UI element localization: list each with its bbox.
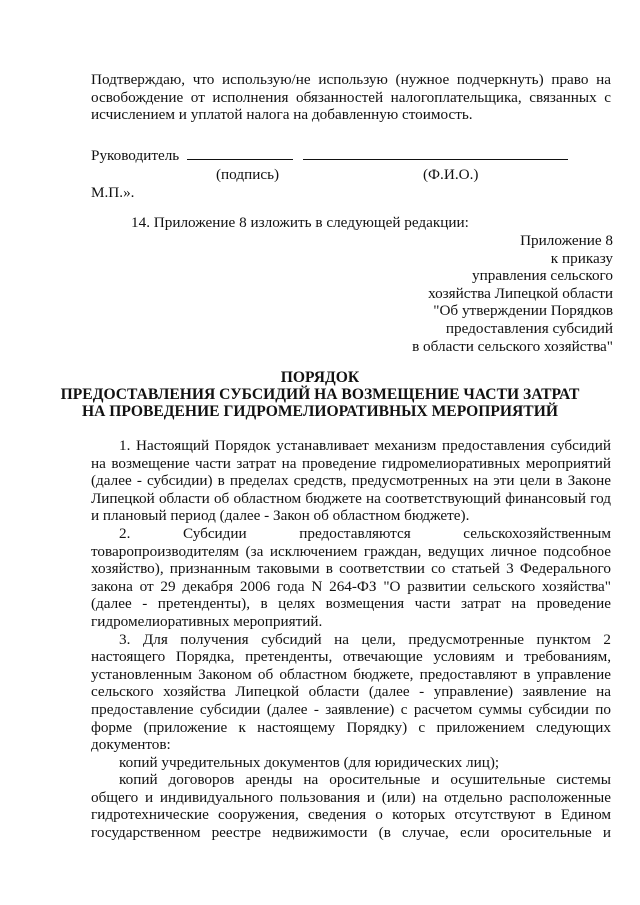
text-line: исчислением и уплатой налога на добавленную стоимость. bbox=[91, 106, 473, 124]
text-line: Липецкой области об областном бюджете на соответствующий финансовый год bbox=[91, 489, 611, 507]
text-line: 1. Настоящий Порядок устанавливает механизм предоставления субсидий bbox=[119, 437, 611, 454]
signature-caption: (подпись) bbox=[216, 166, 280, 183]
signature-label: Руководитель bbox=[91, 147, 180, 164]
text-line: 3. Для получения субсидий на цели, предусмотренные пунктом 2 bbox=[119, 630, 611, 648]
item-14: 14. Приложение 8 изложить в следующей редакции: bbox=[131, 214, 469, 231]
text-line: копий договоров аренды на оросительные и осушительные системы bbox=[119, 771, 611, 789]
paragraph-2 bbox=[91, 525, 611, 631]
paragraph-5 bbox=[91, 771, 611, 841]
text-line: государственном реестре недвижимости (в случае, если оросительные и bbox=[91, 824, 611, 842]
text-line: товаропроизводителям (за исключением граждан, ведущих личное подсобное bbox=[91, 542, 611, 560]
title-line: ПРЕДОСТАВЛЕНИЯ СУБСИДИЙ НА ВОЗМЕЩЕНИЕ ЧАСТИ ЗАТРАТ bbox=[60, 385, 580, 403]
text-line: (далее - претенденты), в целях возмещения части затрат на проведение bbox=[91, 595, 611, 613]
text-line: закона от 29 декабря 2006 года N 264-ФЗ "О развитии сельского хозяйства" bbox=[91, 577, 611, 595]
appendix-line: Приложение 8 bbox=[520, 232, 613, 249]
text-line: форме (приложение к настоящему Порядку) с приложением следующих bbox=[91, 718, 611, 736]
document-body bbox=[91, 437, 611, 842]
text-line: и плановый период (далее - Закон об областном бюджете). bbox=[91, 507, 470, 525]
text-line: предоставление субсидии (далее - заявление) с расчетом суммы субсидии по bbox=[91, 700, 611, 718]
appendix-line: в области сельского хозяйства" bbox=[412, 337, 613, 355]
name-caption: (Ф.И.О.) bbox=[423, 166, 479, 183]
appendix-header bbox=[412, 232, 613, 355]
text-line: документов: bbox=[91, 736, 171, 754]
text-line: 2. Субсидии предоставляются сельскохозяйственным bbox=[119, 524, 611, 542]
appendix-line: к приказу bbox=[550, 249, 613, 267]
document-title bbox=[0, 370, 640, 420]
signature-captions bbox=[0, 166, 640, 184]
text-line: Подтверждаю, что использую/не использую (нужное подчеркнуть) право на bbox=[91, 71, 611, 88]
paragraph-3 bbox=[91, 631, 611, 754]
text-line: на возмещение части затрат на проведение гидромелиоративных мероприятий bbox=[91, 454, 611, 472]
signature-line bbox=[91, 145, 611, 165]
stamp-mark: М.П.». bbox=[91, 184, 135, 201]
title-line: ПОРЯДОК bbox=[280, 369, 360, 386]
text-line: сельского хозяйства Липецкой области (далее - управление) заявление на bbox=[91, 683, 611, 701]
confirmation-paragraph bbox=[91, 71, 611, 124]
text-line: гидротехнические сооружения, сведения о которых отсутствуют в Едином bbox=[91, 806, 611, 824]
name-blank bbox=[303, 145, 568, 160]
text-line: хозяйство), признанным таковыми в соответствии со статьей 3 Федерального bbox=[91, 560, 611, 578]
appendix-line: хозяйства Липецкой области bbox=[428, 284, 613, 302]
text-line: установленным Законом об областном бюджете, предоставляют в управление bbox=[91, 665, 611, 683]
signature-blank bbox=[187, 145, 293, 160]
text-line: настоящего Порядка, претенденты, отвечающие условиям и требованиям, bbox=[91, 648, 611, 666]
text-line: общего и индивидуального пользования и (или) на отдельно расположенные bbox=[91, 788, 611, 806]
appendix-line: управления сельского bbox=[472, 267, 613, 285]
paragraph-4 bbox=[91, 754, 611, 772]
title-line: НА ПРОВЕДЕНИЕ ГИДРОМЕЛИОРАТИВНЫХ МЕРОПРИЯТИЙ bbox=[82, 402, 558, 420]
text-line: копий учредительных документов (для юридических лиц); bbox=[119, 753, 500, 771]
appendix-line: "Об утверждении Порядков bbox=[433, 302, 613, 320]
paragraph-1 bbox=[91, 437, 611, 525]
text-line: (далее - субсидии) в пределах средств, предусмотренных на эти цели в Законе bbox=[91, 472, 611, 490]
text-line: гидромелиоративных мероприятий. bbox=[91, 612, 323, 630]
text-line: освобождение от исполнения обязанностей налогоплательщика, связанных с bbox=[91, 88, 611, 106]
appendix-line: предоставления субсидий bbox=[445, 319, 613, 337]
